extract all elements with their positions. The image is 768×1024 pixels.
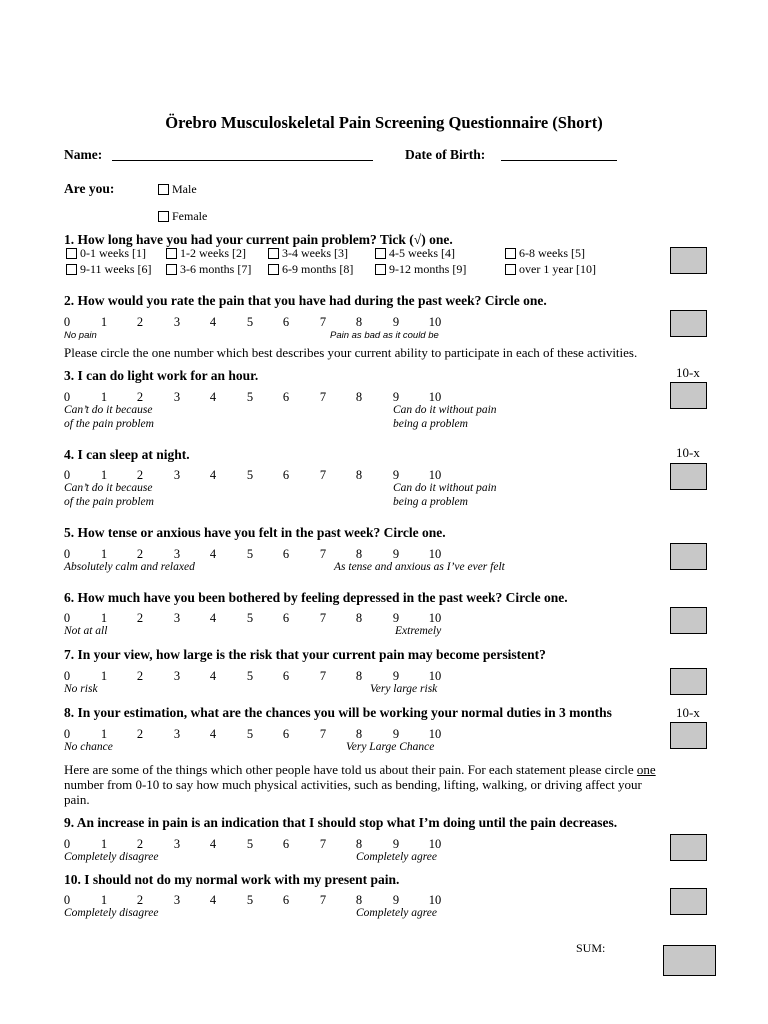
scale-number-5[interactable]: 5 xyxy=(246,727,254,741)
scale-number-8[interactable]: 8 xyxy=(355,669,363,683)
scale-low-label: No chance xyxy=(64,741,113,753)
question-4: 4. I can sleep at night. xyxy=(64,447,190,462)
male-checkbox[interactable] xyxy=(158,184,169,195)
checkbox[interactable] xyxy=(268,248,279,259)
score-box-q5[interactable] xyxy=(670,543,707,570)
scale-number-8[interactable]: 8 xyxy=(355,315,363,329)
scale-number-10[interactable]: 10 xyxy=(428,727,442,741)
name-label: Name: xyxy=(64,147,103,162)
scale-number-7[interactable]: 7 xyxy=(319,547,327,561)
dob-field[interactable] xyxy=(501,147,617,161)
scale-number-2[interactable]: 2 xyxy=(136,837,144,851)
scale-low-label: Can’t do it because xyxy=(64,404,153,416)
scale-number-6[interactable]: 6 xyxy=(282,547,290,561)
scale-number-1[interactable]: 1 xyxy=(100,893,108,907)
reverse-score-note: 10-x xyxy=(676,445,700,460)
statements-instruction: Here are some of the things which other people have told us about their pain. For each statement please circle one number from 0-10 to say how much physical activities, such as bending, lifting, walking, or driving affect your pain. xyxy=(64,762,656,807)
scale-number-2[interactable]: 2 xyxy=(136,390,144,404)
question-10: 10. I should not do my normal work with my present pain. xyxy=(64,872,400,887)
checkbox[interactable] xyxy=(375,264,386,275)
rating-scale[interactable] xyxy=(0,727,442,741)
underlined-word: one xyxy=(636,762,656,777)
scale-high-label: Very Large Chance xyxy=(346,741,435,753)
dob-label: Date of Birth: xyxy=(405,147,486,162)
scale-number-3[interactable]: 3 xyxy=(173,837,181,851)
scale-number-3[interactable]: 3 xyxy=(173,669,181,683)
scale-number-1[interactable]: 1 xyxy=(100,315,108,329)
sum-label: SUM: xyxy=(576,941,606,955)
question-8: 8. In your estimation, what are the chances you will be working your normal duties in 3 months xyxy=(64,705,612,720)
scale-high-label: Very large risk xyxy=(370,683,438,695)
reverse-score-note: 10-x xyxy=(676,705,700,720)
scale-number-9[interactable]: 9 xyxy=(392,315,400,329)
scale-number-8[interactable]: 8 xyxy=(355,893,363,907)
question-1: 1. How long have you had your current pain problem? Tick (√) one. xyxy=(64,232,453,247)
scale-number-5[interactable]: 5 xyxy=(246,468,254,482)
rating-scale[interactable] xyxy=(0,611,442,625)
scale-number-3[interactable]: 3 xyxy=(173,468,181,482)
scale-number-1[interactable]: 1 xyxy=(100,611,108,625)
scale-number-7[interactable]: 7 xyxy=(319,669,327,683)
scale-number-0[interactable]: 0 xyxy=(63,315,71,329)
scale-number-0[interactable]: 0 xyxy=(63,547,71,561)
scale-number-6[interactable]: 6 xyxy=(282,893,290,907)
scale-number-9[interactable]: 9 xyxy=(392,611,400,625)
q1-option[interactable]: 9-11 weeks [6] xyxy=(66,262,152,277)
scale-number-7[interactable]: 7 xyxy=(319,837,327,851)
question-3: 3. I can do light work for an hour. xyxy=(64,368,259,383)
female-checkbox[interactable] xyxy=(158,211,169,222)
question-2: 2. How would you rate the pain that you have had during the past week? Circle one. xyxy=(64,293,547,308)
q1-option[interactable]: over 1 year [10] xyxy=(505,262,596,277)
scale-number-6[interactable]: 6 xyxy=(282,468,290,482)
scale-number-2[interactable]: 2 xyxy=(136,547,144,561)
scale-number-4[interactable]: 4 xyxy=(209,837,217,851)
scale-number-6[interactable]: 6 xyxy=(282,315,290,329)
scale-number-9[interactable]: 9 xyxy=(392,727,400,741)
scale-number-5[interactable]: 5 xyxy=(246,390,254,404)
scale-number-2[interactable]: 2 xyxy=(136,893,144,907)
rating-scale[interactable] xyxy=(0,893,442,907)
q1-option[interactable]: 1-2 weeks [2] xyxy=(166,246,246,261)
q1-option[interactable]: 9-12 months [9] xyxy=(375,262,466,277)
scale-number-9[interactable]: 9 xyxy=(392,837,400,851)
scale-number-8[interactable]: 8 xyxy=(355,547,363,561)
scale-high-label: As tense and anxious as I’ve ever felt xyxy=(334,561,505,573)
scale-number-10[interactable]: 10 xyxy=(428,390,442,404)
scale-low-label: Not at all xyxy=(64,625,108,637)
score-box-q2[interactable] xyxy=(670,310,707,337)
scale-low-label: of the pain problem xyxy=(64,496,154,508)
scale-number-7[interactable]: 7 xyxy=(319,390,327,404)
scale-high-label: being a problem xyxy=(393,496,468,508)
male-label: Male xyxy=(172,182,197,196)
scale-number-10[interactable]: 10 xyxy=(428,547,442,561)
scale-high-label: being a problem xyxy=(393,418,468,430)
scale-low-label: Absolutely calm and relaxed xyxy=(64,561,195,573)
scale-number-3[interactable]: 3 xyxy=(173,547,181,561)
scale-number-0[interactable]: 0 xyxy=(63,837,71,851)
score-box-q7[interactable] xyxy=(670,668,707,695)
sum-score-box[interactable] xyxy=(663,945,716,976)
score-box-q6[interactable] xyxy=(670,607,707,634)
scale-number-2[interactable]: 2 xyxy=(136,468,144,482)
scale-number-10[interactable]: 10 xyxy=(428,468,442,482)
rating-scale[interactable] xyxy=(0,468,442,482)
scale-number-1[interactable]: 1 xyxy=(100,390,108,404)
question-6: 6. How much have you been bothered by feeling depressed in the past week? Circle one. xyxy=(64,590,568,605)
scale-number-1[interactable]: 1 xyxy=(100,727,108,741)
scale-number-1[interactable]: 1 xyxy=(100,669,108,683)
checkbox[interactable] xyxy=(505,264,516,275)
scale-number-10[interactable]: 10 xyxy=(428,837,442,851)
scale-number-8[interactable]: 8 xyxy=(355,727,363,741)
scale-number-4[interactable]: 4 xyxy=(209,547,217,561)
q1-option[interactable]: 3-4 weeks [3] xyxy=(268,246,348,261)
scale-low-label: of the pain problem xyxy=(64,418,154,430)
scale-number-3[interactable]: 3 xyxy=(173,893,181,907)
scale-low-label: No pain xyxy=(64,330,97,341)
scale-number-10[interactable]: 10 xyxy=(428,611,442,625)
female-label: Female xyxy=(172,209,208,223)
scale-number-3[interactable]: 3 xyxy=(173,315,181,329)
score-box-q3[interactable] xyxy=(670,382,707,409)
score-box-q9[interactable] xyxy=(670,834,707,861)
scale-number-6[interactable]: 6 xyxy=(282,611,290,625)
scale-number-9[interactable]: 9 xyxy=(392,390,400,404)
scale-number-8[interactable]: 8 xyxy=(355,837,363,851)
checkbox[interactable] xyxy=(505,248,516,259)
scale-number-9[interactable]: 9 xyxy=(392,669,400,683)
scale-number-9[interactable]: 9 xyxy=(392,893,400,907)
scale-number-2[interactable]: 2 xyxy=(136,727,144,741)
female-option[interactable] xyxy=(158,209,207,224)
male-option[interactable] xyxy=(158,182,197,197)
scale-high-label: Extremely xyxy=(395,625,442,637)
checkbox[interactable] xyxy=(268,264,279,275)
question-5: 5. How tense or anxious have you felt in the past week? Circle one. xyxy=(64,525,446,540)
reverse-score-note: 10-x xyxy=(676,365,700,380)
scale-number-8[interactable]: 8 xyxy=(355,468,363,482)
scale-number-6[interactable]: 6 xyxy=(282,390,290,404)
q1-option[interactable]: 6-9 months [8] xyxy=(268,262,353,277)
scale-high-label: Pain as bad as it could be xyxy=(330,330,439,341)
scale-low-label: No risk xyxy=(64,683,98,695)
score-box-q8[interactable] xyxy=(670,722,707,749)
scale-low-label: Can’t do it because xyxy=(64,482,153,494)
scale-number-7[interactable]: 7 xyxy=(319,893,327,907)
scale-high-label: Can do it without pain xyxy=(393,404,497,416)
scale-number-3[interactable]: 3 xyxy=(173,390,181,404)
score-box-q4[interactable] xyxy=(670,463,707,490)
scale-number-4[interactable]: 4 xyxy=(209,611,217,625)
scale-number-0[interactable]: 0 xyxy=(63,468,71,482)
scale-number-1[interactable]: 1 xyxy=(100,547,108,561)
form-title: Örebro Musculoskeletal Pain Screening Questionnaire (Short) xyxy=(165,113,603,132)
scale-number-4[interactable]: 4 xyxy=(209,893,217,907)
scale-number-5[interactable]: 5 xyxy=(246,315,254,329)
q1-option[interactable]: 3-6 months [7] xyxy=(166,262,251,277)
scale-number-9[interactable]: 9 xyxy=(392,468,400,482)
checkbox[interactable] xyxy=(66,264,77,275)
scale-number-5[interactable]: 5 xyxy=(246,669,254,683)
question-7: 7. In your view, how large is the risk that your current pain may become persistent? xyxy=(64,647,546,662)
scale-number-4[interactable]: 4 xyxy=(209,468,217,482)
scale-number-7[interactable]: 7 xyxy=(319,611,327,625)
scale-number-10[interactable]: 10 xyxy=(428,315,442,329)
scale-number-5[interactable]: 5 xyxy=(246,893,254,907)
scale-number-7[interactable]: 7 xyxy=(319,727,327,741)
scale-number-9[interactable]: 9 xyxy=(392,547,400,561)
scale-number-2[interactable]: 2 xyxy=(136,669,144,683)
scale-number-2[interactable]: 2 xyxy=(136,611,144,625)
scale-number-4[interactable]: 4 xyxy=(209,669,217,683)
rating-scale[interactable] xyxy=(0,837,442,851)
scale-high-label: Completely agree xyxy=(356,907,438,919)
scale-number-10[interactable]: 10 xyxy=(428,669,442,683)
checkbox[interactable] xyxy=(375,248,386,259)
name-field[interactable] xyxy=(112,147,373,161)
scale-number-0[interactable]: 0 xyxy=(63,611,71,625)
scale-number-6[interactable]: 6 xyxy=(282,669,290,683)
scale-number-7[interactable]: 7 xyxy=(319,468,327,482)
scale-number-4[interactable]: 4 xyxy=(209,390,217,404)
scale-number-5[interactable]: 5 xyxy=(246,547,254,561)
scale-number-4[interactable]: 4 xyxy=(209,727,217,741)
are-you-label: Are you: xyxy=(64,181,115,196)
q1-option[interactable]: 0-1 weeks [1] xyxy=(66,246,146,261)
scale-low-label: Completely disagree xyxy=(64,851,159,863)
scale-number-8[interactable]: 8 xyxy=(355,611,363,625)
score-box-q1[interactable] xyxy=(670,247,707,274)
rating-scale[interactable] xyxy=(0,390,442,404)
scale-number-1[interactable]: 1 xyxy=(100,468,108,482)
checkbox[interactable] xyxy=(166,248,177,259)
scale-number-0[interactable]: 0 xyxy=(63,669,71,683)
scale-number-1[interactable]: 1 xyxy=(100,837,108,851)
scale-number-7[interactable]: 7 xyxy=(319,315,327,329)
rating-scale[interactable] xyxy=(0,669,442,683)
question-9: 9. An increase in pain is an indication that I should stop what I’m doing until the pain decreases. xyxy=(64,815,618,830)
scale-number-2[interactable]: 2 xyxy=(136,315,144,329)
score-box-q10[interactable] xyxy=(670,888,707,915)
scale-number-5[interactable]: 5 xyxy=(246,837,254,851)
checkbox[interactable] xyxy=(66,248,77,259)
checkbox[interactable] xyxy=(166,264,177,275)
q1-option[interactable]: 4-5 weeks [4] xyxy=(375,246,455,261)
scale-number-8[interactable]: 8 xyxy=(355,390,363,404)
scale-number-5[interactable]: 5 xyxy=(246,611,254,625)
scale-number-3[interactable]: 3 xyxy=(173,727,181,741)
q1-option[interactable]: 6-8 weeks [5] xyxy=(505,246,585,261)
scale-number-0[interactable]: 0 xyxy=(63,390,71,404)
rating-scale[interactable] xyxy=(0,315,442,329)
scale-number-0[interactable]: 0 xyxy=(63,893,71,907)
scale-high-label: Completely agree xyxy=(356,851,438,863)
scale-high-label: Can do it without pain xyxy=(393,482,497,494)
scale-number-0[interactable]: 0 xyxy=(63,727,71,741)
scale-number-10[interactable]: 10 xyxy=(428,893,442,907)
scale-low-label: Completely disagree xyxy=(64,907,159,919)
scale-number-6[interactable]: 6 xyxy=(282,727,290,741)
rating-scale[interactable] xyxy=(0,547,442,561)
activities-instruction: Please circle the one number which best describes your current ability to participate in each of these activities. xyxy=(64,345,638,360)
scale-number-3[interactable]: 3 xyxy=(173,611,181,625)
scale-number-6[interactable]: 6 xyxy=(282,837,290,851)
scale-number-4[interactable]: 4 xyxy=(209,315,217,329)
